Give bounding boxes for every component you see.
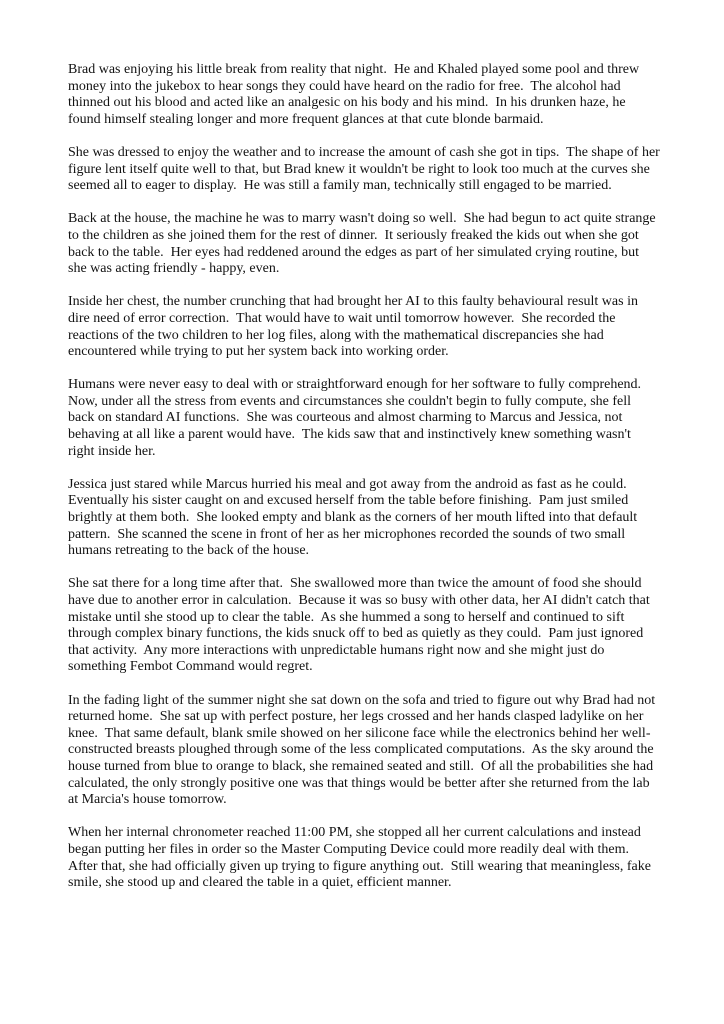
paragraph-4: Inside her chest, the number crunching that had brought her AI to this faulty behavioural result was in dire need of error correction. That would have to wait until tomorrow however. She recorded the reactions of the two children to her log files, along with the mathematical discrepancies she had encountered while trying to put her system back into working order.: [68, 294, 642, 360]
paragraph-3: Back at the house, the machine he was to marry wasn't doing so well. She had begun to act quite strange to the children as she joined them for the rest of dinner. It seriously freaked the kids out when she got back to the table. Her eyes had reddened around the edges as part of her simulated crying routine, but she was acting friendly - happy, even.: [68, 211, 660, 277]
paragraph-2: She was dressed to enjoy the weather and to increase the amount of cash she got in tips. The shape of her figure lent itself quite well to that, but Brad knew it wouldn't be right to look too much at the curves she seemed all to eager to display. He was still a family man, technically still engaged to be married.: [68, 144, 664, 194]
paragraph-5: Humans were never easy to deal with or straightforward enough for her software to fully comprehend. Now, under all the stress from events and circumstances she couldn't begin to fully compute, she fell back on standard AI functions. She was courteous and almost charming to Marcus and Jessica, not behaving at all like a parent would have. The kids saw that and instinctively knew something wasn't right inside her.: [68, 377, 649, 459]
paragraph-6: Jessica just stared while Marcus hurried his meal and got away from the android as fast as he could. Eventually his sister caught on and excused herself from the table before finishing. Pam just smiled brightly at them both. She looked empty and blank as the corners of her mouth lifted into that default pattern. She scanned the scene in front of her as her microphones recorded the sounds of two small humans retreating to the back of the house.: [68, 476, 641, 559]
story-text-block: [68, 62, 664, 908]
paragraph-7: She sat there for a long time after that. She swallowed more than twice the amount of food she should have due to another error in calculation. Because it was so busy with other data, her AI didn't catch that mistake until she stood up to clear the table. As she hummed a song to herself and continued to sift through complex binary functions, the kids snuck off to bed as quietly as they could. Pam just ignored that activity. Any more interactions with unpredictable humans right now and she might just do something Fembot Command would regret.: [68, 576, 654, 675]
paragraph-8: In the fading light of the summer night she sat down on the sofa and tried to figure out why Brad had not returned home. She sat up with perfect posture, her legs crossed and her hands clasped ladylike on her knee. That same default, blank smile showed on her silicone face while the electronics behind her well-constructed breasts ploughed through some of the less complicated computations. As the sky around the house turned from blue to orange to black, she remained seated and still. Of all the probabilities she had calculated, the only strongly positive one was that things would be better after she returned from the lab at Marcia's house tomorrow.: [68, 692, 659, 808]
paragraph-1: Brad was enjoying his little break from reality that night. He and Khaled played some pool and threw money into the jukebox to hear songs they could have heard on the radio for free. The alcohol had thinned out his blood and acted like an analgesic on his body and his mind. In his drunken haze, he found himself stealing longer and more frequent glances at that cute blonde barmaid.: [68, 62, 643, 127]
paragraph-9: When her internal chronometer reached 11:00 PM, she stopped all her current calculations and instead began putting her files in order so the Master Computing Device could more readily deal with them. After that, she had officially given up trying to figure anything out. Still wearing that meaningless, fake smile, she stood up and cleared the table in a quiet, efficient manner.: [68, 825, 655, 891]
